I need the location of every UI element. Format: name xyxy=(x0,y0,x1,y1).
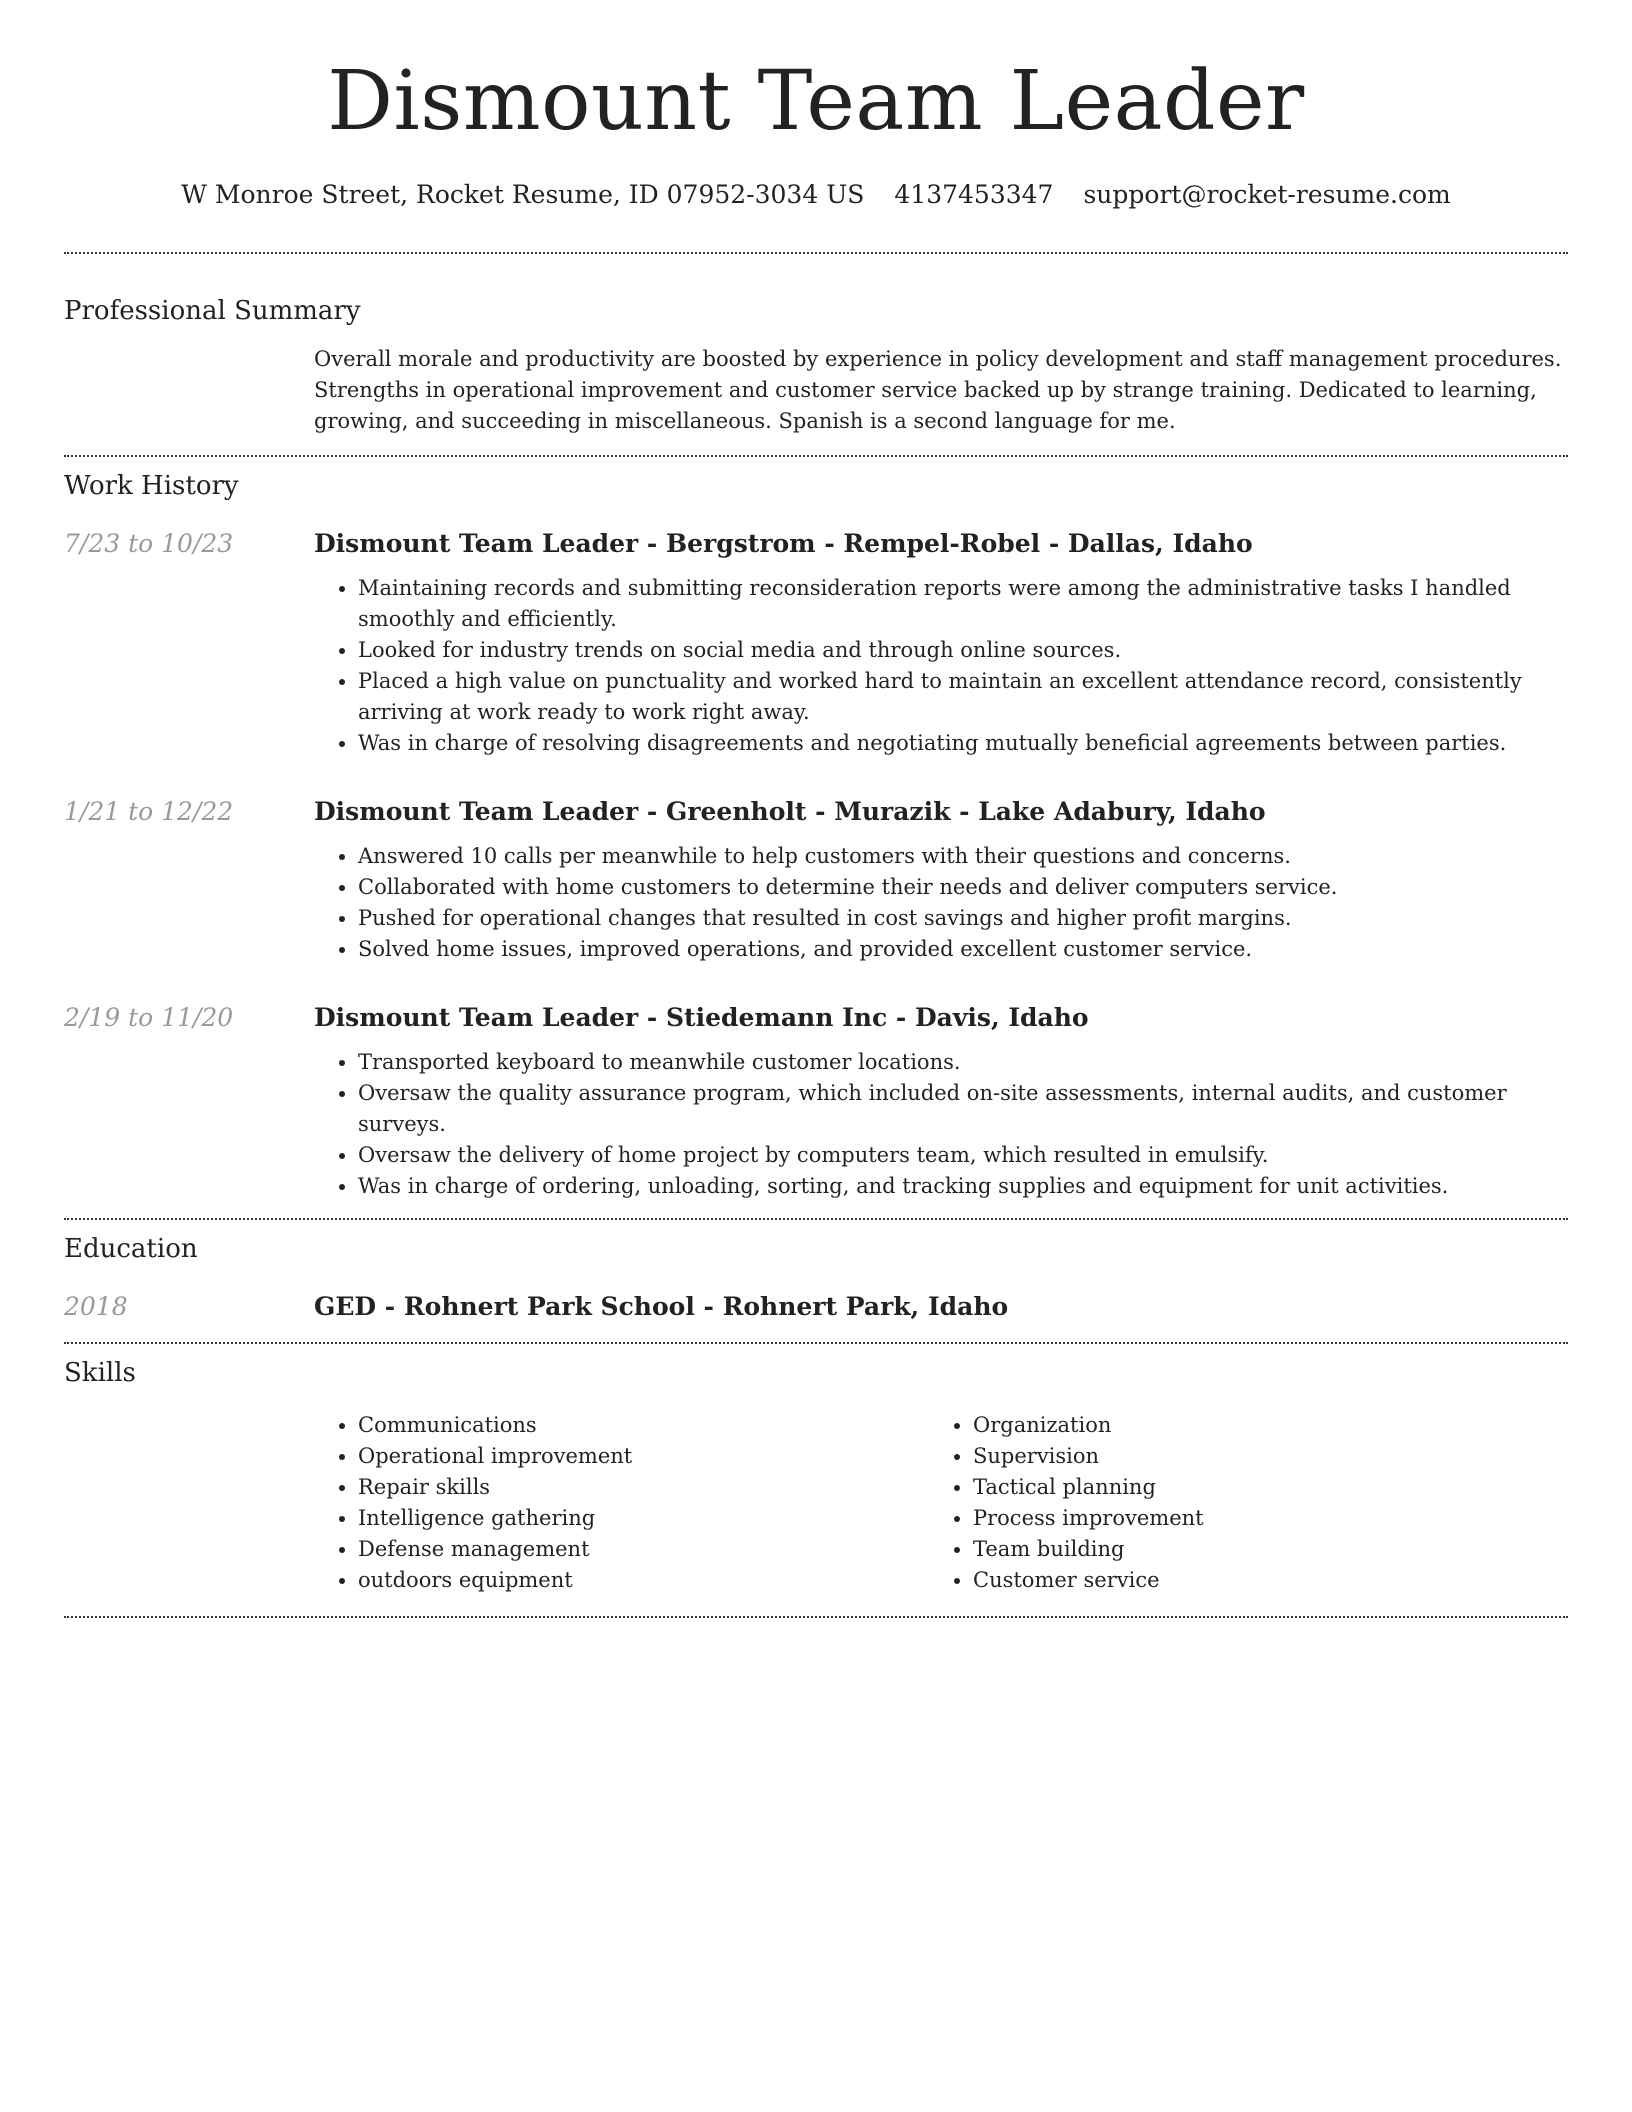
skill-item: • Customer service xyxy=(973,1565,1568,1596)
summary-text: Overall morale and productivity are boosted by experience in policy development and staff management procedures. Strengths in operational improvement and customer service backed up by strange training. Dedicated to learning, growing, and succeeding in miscellaneous. Spanish is a second language for me. xyxy=(314,347,1562,433)
job-heading: Dismount Team Leader - Greenholt - Murazik - Lake Adabury, Idaho xyxy=(314,797,1266,826)
job-bullet: • Pushed for operational changes that resulted in cost savings and higher profit margins. xyxy=(358,903,1568,934)
skills-list-right xyxy=(929,1410,1568,1596)
job-bullet-list xyxy=(314,573,1568,759)
job-entry xyxy=(64,795,1568,965)
skill-item: • Process improvement xyxy=(973,1503,1568,1534)
education-section xyxy=(64,1220,1568,1324)
job-bullet-list xyxy=(314,841,1568,965)
job-heading: Dismount Team Leader - Bergstrom - Rempel-Robel - Dallas, Idaho xyxy=(314,529,1253,558)
skill-item: • Organization xyxy=(973,1410,1568,1441)
job-dates: 2/19 to 11/20 xyxy=(64,1003,234,1032)
skill-item: • Operational improvement xyxy=(358,1441,929,1472)
work-history-heading: Work History xyxy=(64,471,239,501)
education-heading-text: GED - Rohnert Park School - Rohnert Park, Idaho xyxy=(314,1292,1009,1321)
job-bullet: • Oversaw the delivery of home project by computers team, which resulted in emulsify. xyxy=(358,1140,1568,1171)
job-bullet: • Looked for industry trends on social media and through online sources. xyxy=(358,635,1568,666)
candidate-name: Dismount Team Leader xyxy=(327,54,1305,149)
job-bullet-list xyxy=(314,1047,1568,1202)
job-heading: Dismount Team Leader - Stiedemann Inc - Davis, Idaho xyxy=(314,1003,1089,1032)
job-bullet: • Was in charge of ordering, unloading, sorting, and tracking supplies and equipment for unit activities. xyxy=(358,1171,1568,1202)
contact-email: support@rocket-resume.com xyxy=(1083,180,1451,209)
skills-heading: Skills xyxy=(64,1358,136,1388)
job-bullet: • Answered 10 calls per meanwhile to help customers with their questions and concerns. xyxy=(358,841,1568,872)
skills-grid xyxy=(314,1410,1568,1596)
skill-item: • outdoors equipment xyxy=(358,1565,929,1596)
job-dates: 7/23 to 10/23 xyxy=(64,529,234,558)
job-entry xyxy=(64,1001,1568,1202)
contact-address: W Monroe Street, Rocket Resume, ID 07952-3034 US xyxy=(181,180,865,209)
job-bullet: • Maintaining records and submitting reconsideration reports were among the administrative tasks I handled smoothly and efficiently. xyxy=(358,573,1568,635)
job-bullet: • Transported keyboard to meanwhile customer locations. xyxy=(358,1047,1568,1078)
job-bullet: • Was in charge of resolving disagreements and negotiating mutually beneficial agreements between parties. xyxy=(358,728,1568,759)
job-bullet: • Placed a high value on punctuality and worked hard to maintain an excellent attendance record, consistently arriving at work ready to work right away. xyxy=(358,666,1568,728)
divider xyxy=(64,1616,1568,1618)
job-bullet: • Collaborated with home customers to determine their needs and deliver computers service. xyxy=(358,872,1568,903)
contact-phone: 4137453347 xyxy=(894,180,1054,209)
job-bullet: • Solved home issues, improved operations, and provided excellent customer service. xyxy=(358,934,1568,965)
skills-list-left xyxy=(314,1410,929,1596)
job-bullet: • Oversaw the quality assurance program, which included on-site assessments, internal audits, and customer surveys. xyxy=(358,1078,1568,1140)
skill-item: • Tactical planning xyxy=(973,1472,1568,1503)
education-date: 2018 xyxy=(64,1292,128,1321)
job-entry xyxy=(64,527,1568,759)
skill-item: • Team building xyxy=(973,1534,1568,1565)
skill-item: • Intelligence gathering xyxy=(358,1503,929,1534)
job-dates: 1/21 to 12/22 xyxy=(64,797,234,826)
skill-item: • Defense management xyxy=(358,1534,929,1565)
skills-section xyxy=(64,1344,1568,1596)
summary-heading: Professional Summary xyxy=(64,296,361,326)
summary-section xyxy=(64,254,1568,437)
education-heading: Education xyxy=(64,1234,198,1264)
skill-item: • Supervision xyxy=(973,1441,1568,1472)
contact-info xyxy=(64,178,1568,212)
work-history-section xyxy=(64,457,1568,1202)
skill-item: • Communications xyxy=(358,1410,929,1441)
skill-item: • Repair skills xyxy=(358,1472,929,1503)
education-entry xyxy=(64,1290,1568,1324)
